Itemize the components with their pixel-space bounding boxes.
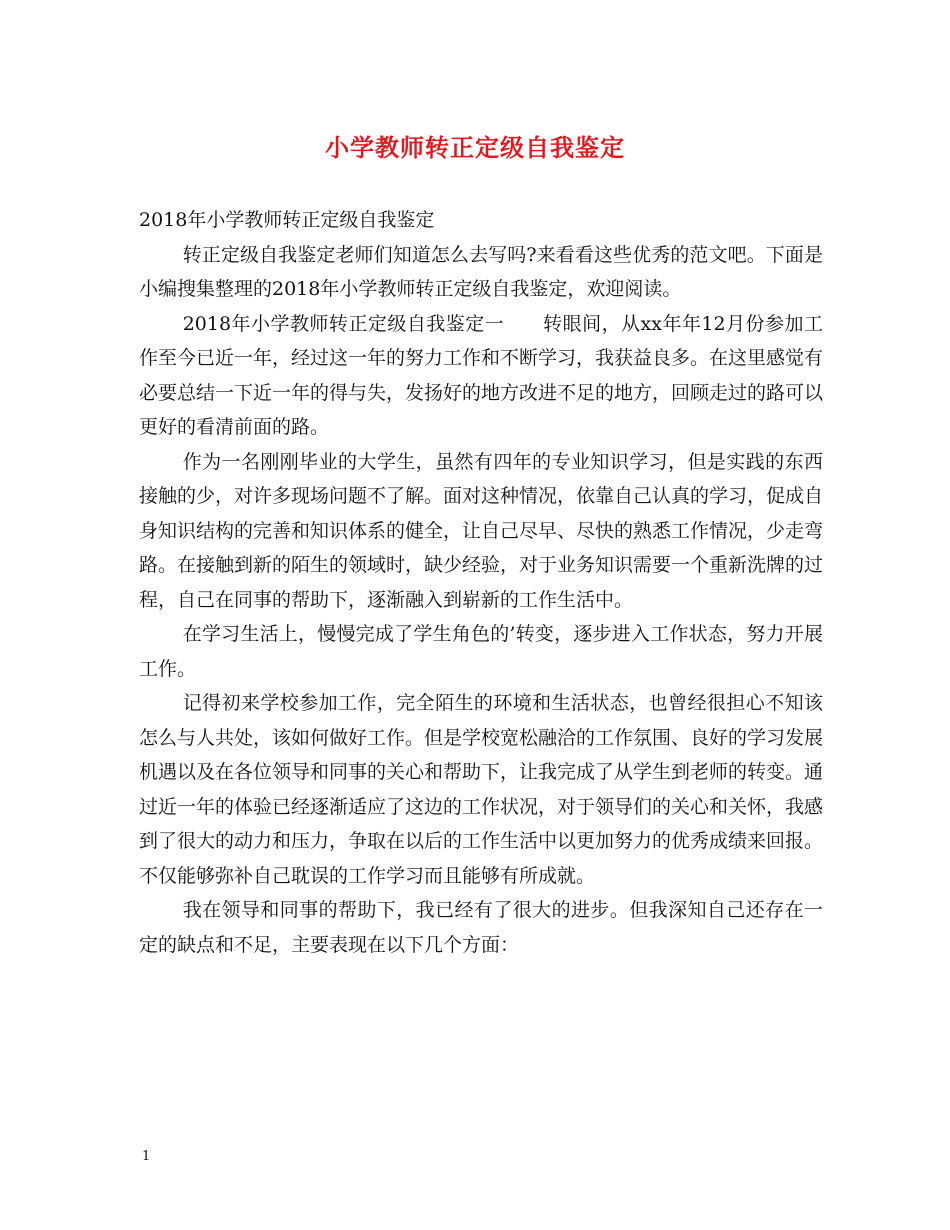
body-paragraph: 我在领导和同事的帮助下，我已经有了很大的进步。但我深知自己还存在一定的缺点和不足，主要表现在以下几个方面： bbox=[139, 899, 823, 956]
document-body bbox=[139, 203, 823, 962]
document-title: 小学教师转正定级自我鉴定 bbox=[325, 133, 625, 162]
body-paragraph: 转正定级自我鉴定老师们知道怎么去写吗?来看看这些优秀的范文吧。下面是小编搜集整理的2018年小学教师转正定级自我鉴定，欢迎阅读。 bbox=[139, 243, 823, 300]
body-paragraph: 作为一名刚刚毕业的大学生，虽然有四年的专业知识学习，但是实践的东西接触的少，对许多现场问题不了解。面对这种情况，依靠自己认真的学习，促成自身知识结构的完善和知识体系的健全，让自己尽早、尽快的熟悉工作情况，少走弯路。在接触到新的陌生的领域时，缺少经验，对于业务知识需要一个重新洗牌的过程，自己在同事的帮助下，逐渐融入到崭新的工作生活中。 bbox=[139, 450, 824, 611]
subtitle-paragraph: 2018年小学教师转正定级自我鉴定 bbox=[139, 209, 435, 231]
page-number: 1 bbox=[142, 1149, 151, 1164]
body-paragraph: 2018年小学教师转正定级自我鉴定一 转眼间，从xx年年12月份参加工作至今已近一年，经过这一年的努力工作和不断学习，我获益良多。在这里感觉有必要总结一下近一年的得与失，发扬好的地方改进不足的地方，回顾走过的路可以更好的看清前面的路。 bbox=[139, 312, 824, 438]
body-paragraph: 记得初来学校参加工作，完全陌生的环境和生活状态，也曾经很担心不知该怎么与人共处，该如何做好工作。但是学校宽松融洽的工作氛围、良好的学习发展机遇以及在各位领导和同事的关心和帮助下，让我完成了从学生到老师的转变。通过近一年的体验已经逐渐适应了这边的工作状况，对于领导们的关心和关怀，我感到了很大的动力和压力，争取在以后的工作生活中以更加努力的优秀成绩来回报。不仅能够弥补自己耽误的工作学习而且能够有所成就。 bbox=[139, 692, 824, 887]
body-paragraph: 在学习生活上，慢慢完成了学生角色的’转变，逐步进入工作状态，努力开展工作。 bbox=[139, 623, 823, 680]
